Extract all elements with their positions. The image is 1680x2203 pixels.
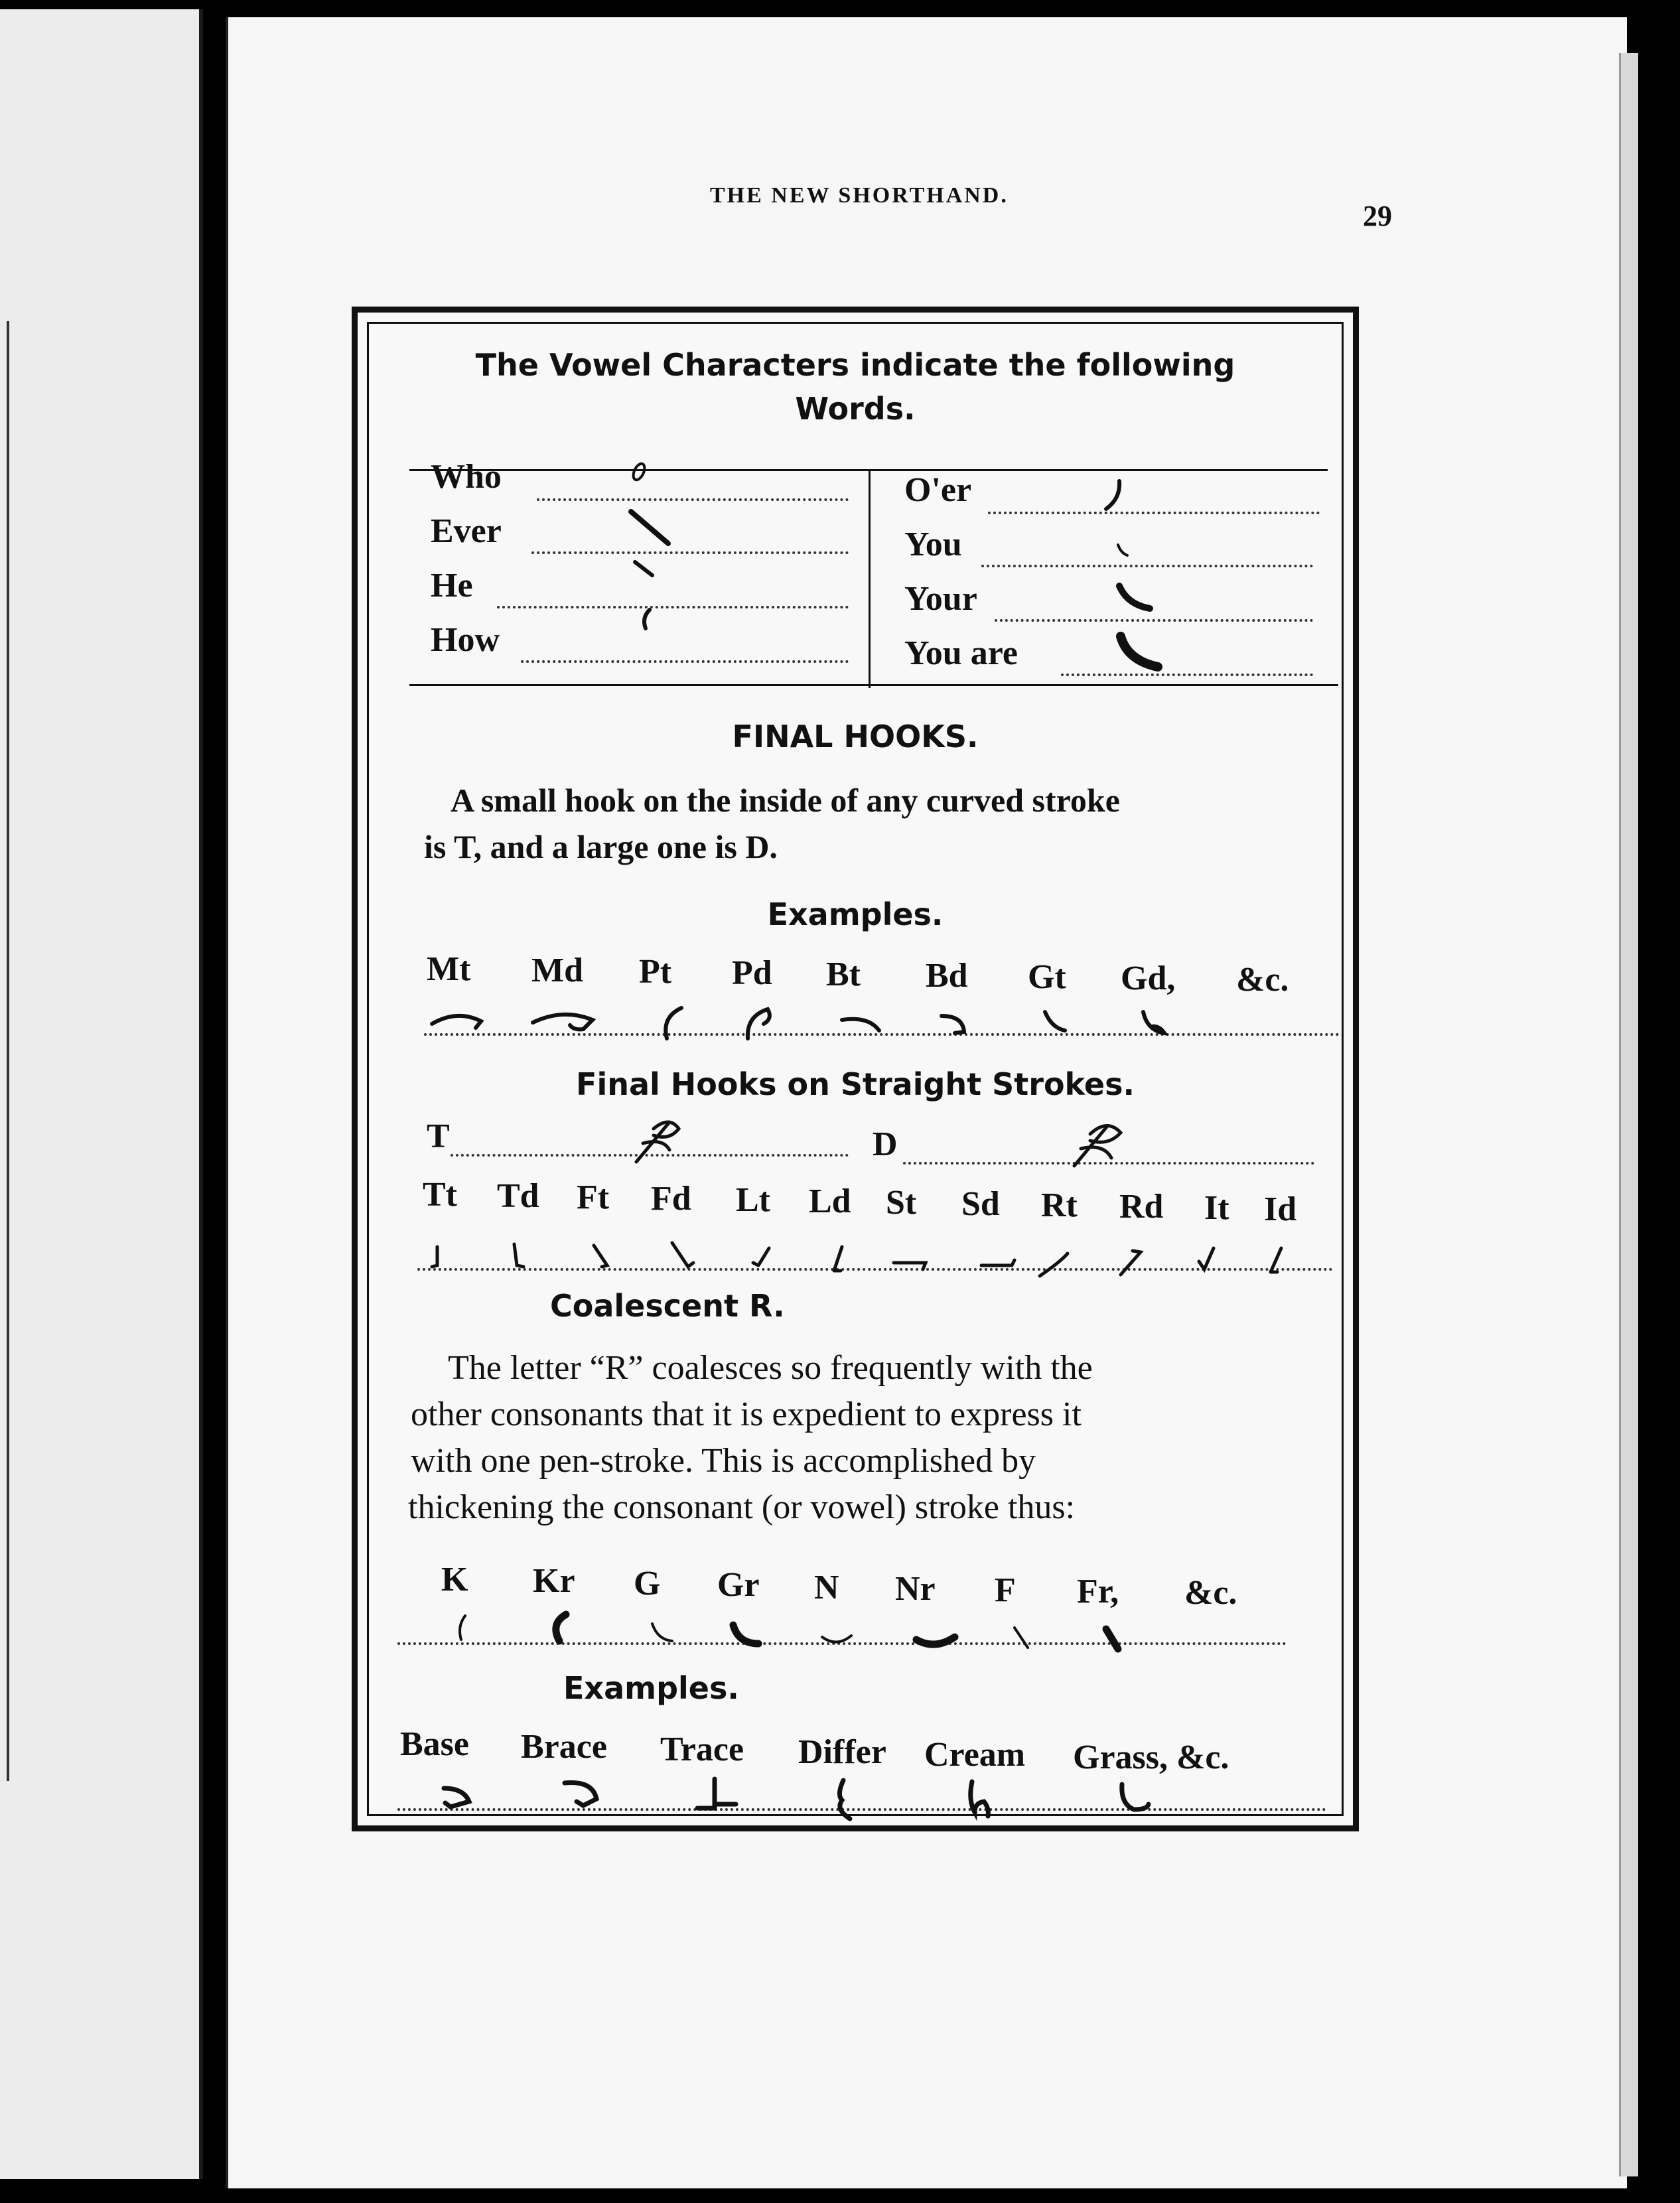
label-grass: Grass, &c. — [1073, 1739, 1229, 1776]
label-gr: Gr — [717, 1566, 760, 1604]
label-etc: &c. — [1236, 961, 1289, 999]
shorthand-f — [1015, 1628, 1028, 1648]
shorthand-rd — [1121, 1251, 1141, 1275]
label-rd: Rd — [1119, 1188, 1164, 1226]
vowel-word-he: He — [431, 567, 473, 604]
final-hooks-text-line2: is T, and a large one is D. — [424, 828, 778, 865]
straight-hooks-d-label: D — [873, 1125, 898, 1163]
label-st: St — [886, 1184, 917, 1222]
vowel-word-ever: Ever — [431, 512, 502, 550]
shorthand-you-are — [1121, 636, 1158, 667]
shorthand-gt — [1045, 1012, 1065, 1030]
shorthand-t-hooks — [636, 1122, 679, 1162]
label-id: Id — [1264, 1190, 1297, 1228]
shorthand-k — [460, 1616, 465, 1640]
shorthand-how — [644, 610, 650, 628]
shorthand-he — [635, 562, 652, 575]
previous-page-border-line — [7, 321, 9, 1781]
straight-hooks-examples — [358, 1102, 1353, 1175]
label-bt: Bt — [826, 956, 861, 993]
label-trace: Trace — [660, 1731, 744, 1768]
shorthand-ft — [594, 1245, 607, 1267]
shorthand-ld — [834, 1247, 842, 1271]
vowel-word-who: Who — [431, 458, 502, 496]
shorthand-grass — [1122, 1784, 1149, 1810]
shorthand-oer — [1106, 481, 1119, 509]
label-gt: Gt — [1028, 958, 1066, 996]
coalescent-r-heading: Coalescent R. — [550, 1288, 785, 1324]
vowel-shorthand-strokes — [358, 313, 1353, 711]
final-hooks-examples-heading: Examples. — [767, 896, 944, 932]
shorthand-rt — [1040, 1253, 1068, 1276]
shorthand-mt — [432, 1016, 481, 1028]
page-stack-edge — [1619, 53, 1638, 2176]
shorthand-lt — [753, 1248, 769, 1265]
label-rt: Rt — [1041, 1186, 1078, 1224]
vowel-word-oer: O'er — [904, 471, 972, 509]
shorthand-g — [652, 1624, 672, 1641]
shorthand-differ — [839, 1780, 850, 1819]
label-differ: Differ — [798, 1733, 886, 1771]
shorthand-gd — [1143, 1012, 1164, 1033]
shorthand-d-hooks — [1074, 1125, 1121, 1166]
label-k: K — [441, 1561, 468, 1599]
coalescent-r-strokes — [358, 1606, 1353, 1660]
shorthand-id — [1271, 1248, 1281, 1272]
shorthand-md — [533, 1015, 593, 1030]
label-pt: Pt — [639, 953, 672, 991]
label-n: N — [814, 1569, 839, 1606]
label-base: Base — [400, 1725, 469, 1763]
final-hooks-strokes — [358, 989, 1353, 1049]
shorthand-ever — [631, 512, 668, 543]
vowel-word-how: How — [431, 621, 500, 659]
final-hooks-text-line1: A small hook on the inside of any curved stroke — [451, 782, 1120, 819]
shorthand-pd — [748, 1009, 770, 1038]
straight-hooks-t-label: T — [427, 1117, 450, 1155]
shorthand-cream — [971, 1782, 989, 1816]
shorthand-your — [1119, 586, 1150, 608]
previous-page-edge — [0, 9, 203, 2179]
vowel-word-you-are: You are — [904, 634, 1018, 672]
coalescent-examples-heading: Examples. — [563, 1670, 739, 1706]
label-fr: Fr, — [1077, 1573, 1119, 1610]
label-ft: Ft — [577, 1178, 610, 1216]
shorthand-n — [822, 1636, 851, 1642]
shorthand-you — [1118, 545, 1127, 555]
shorthand-stroke — [631, 462, 1158, 667]
label-ld: Ld — [809, 1182, 851, 1220]
shorthand-trace — [697, 1779, 736, 1808]
label-bd: Bd — [926, 957, 968, 995]
shorthand-brace — [565, 1783, 596, 1806]
coalescent-r-line2: other consonants that it is expedient to express it — [411, 1395, 1082, 1433]
label-md: Md — [531, 952, 583, 989]
vowel-word-you: You — [904, 526, 962, 563]
shorthand-sd — [981, 1260, 1015, 1265]
coalescent-r-line4: thickening the consonant (or vowel) stroke thus: — [408, 1488, 1076, 1526]
shorthand-fd — [672, 1243, 693, 1267]
label-kr: Kr — [533, 1562, 575, 1600]
shorthand-who — [631, 462, 647, 481]
final-hooks-heading: FINAL HOOKS. — [732, 719, 979, 754]
shorthand-bt — [842, 1019, 879, 1030]
straight-hooks-heading: Final Hooks on Straight Strokes. — [576, 1066, 1135, 1102]
label-g: G — [634, 1565, 661, 1602]
shorthand-fr — [1106, 1629, 1118, 1649]
label-fd: Fd — [651, 1180, 691, 1218]
label-lt: Lt — [736, 1181, 770, 1219]
coalescent-r-line1: The letter “R” coalesces so frequently with the — [448, 1349, 1093, 1387]
vowel-table-title-line2: Words. — [795, 391, 916, 427]
label-mt: Mt — [427, 950, 471, 988]
shorthand-base — [444, 1788, 469, 1807]
shorthand-td — [514, 1244, 524, 1267]
label-brace: Brace — [521, 1728, 607, 1766]
label-it: It — [1204, 1189, 1229, 1227]
label-tt: Tt — [423, 1176, 457, 1214]
vowel-word-your: Your — [904, 580, 977, 618]
shorthand-it — [1199, 1248, 1214, 1269]
shorthand-gr — [733, 1625, 758, 1644]
shorthand-panel — [352, 307, 1359, 1831]
coalescent-r-line3: with one pen-stroke. This is accomplished by — [411, 1442, 1036, 1480]
coalescent-examples-strokes — [358, 1766, 1353, 1832]
straight-hooks-strokes — [358, 1228, 1353, 1288]
page-number: 29 — [1363, 200, 1392, 232]
label-pd: Pd — [732, 954, 772, 992]
label-etc-2: &c. — [1184, 1574, 1237, 1612]
label-gd: Gd, — [1121, 959, 1176, 997]
shorthand-tt — [432, 1247, 437, 1267]
label-f: F — [995, 1571, 1016, 1609]
shorthand-kr — [556, 1614, 566, 1641]
label-cream: Cream — [924, 1736, 1026, 1774]
label-sd: Sd — [961, 1185, 1000, 1223]
label-td: Td — [497, 1177, 539, 1215]
running-head: THE NEW SHORTHAND. — [710, 183, 1009, 208]
shorthand-pt — [665, 1008, 681, 1038]
shorthand-nr — [916, 1637, 955, 1644]
label-nr: Nr — [895, 1570, 936, 1608]
vowel-table-title-line1: The Vowel Characters indicate the following — [475, 347, 1235, 383]
shorthand-st — [894, 1263, 926, 1269]
shorthand-bd — [942, 1016, 964, 1033]
